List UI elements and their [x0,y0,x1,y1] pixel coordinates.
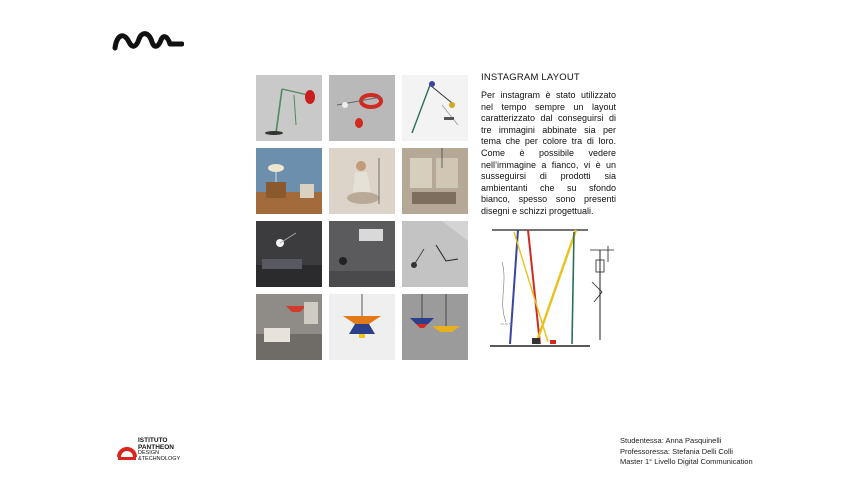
student-credit: Studentessa: Anna Pasquinelli [620,436,722,445]
lamp-sketch-illustration [488,222,628,358]
section-heading: INSTAGRAM LAYOUT [481,72,580,83]
brand-wave-logo-icon [112,26,184,52]
grid-image-living-room [402,148,468,214]
svg-text:~~~: ~~~ [500,322,513,328]
grid-image-pendant-trio [402,294,468,360]
section-body: Per instagram è stato utilizzato nel tempo sempre un layout caratterizzato dal conseguirsi di tre immagini abbinate sia per tema che per colore tra di loro. Come è possibile vedere nell’immagine a fianco, vi è un susseguirsi di prodotti sia ambientanti che su sfondo bianco, spesso sono presenti disegni e schizzi progettuali. [481,90,616,216]
grid-image-sketch-corner [402,221,468,287]
institute-subtitle: DESIGN &TECHNOLOGY [138,450,181,462]
pantheon-logo-icon [116,437,138,463]
description-block [481,72,616,218]
grid-image-wall-lamp [329,221,395,287]
grid-image-lamp-red-swirl [329,75,395,141]
grid-image-salon [256,294,322,360]
credits-block [620,436,820,468]
grid-image-bedroom-dark [256,221,322,287]
grid-image-lamp-green [256,75,322,141]
grid-image-lamp-sketch [402,75,468,141]
institute-name: ISTITUTO PANTHEON [138,437,174,451]
professor-credit: Professoressa: Stefania Delli Colli [620,446,733,456]
grid-image-woman-chair [329,148,395,214]
grid-image-interior-blue [256,148,322,214]
course-credit: Master 1° Livello Digital Communication [620,457,753,466]
instagram-grid [256,75,468,359]
grid-image-pendant-orange [329,294,395,360]
